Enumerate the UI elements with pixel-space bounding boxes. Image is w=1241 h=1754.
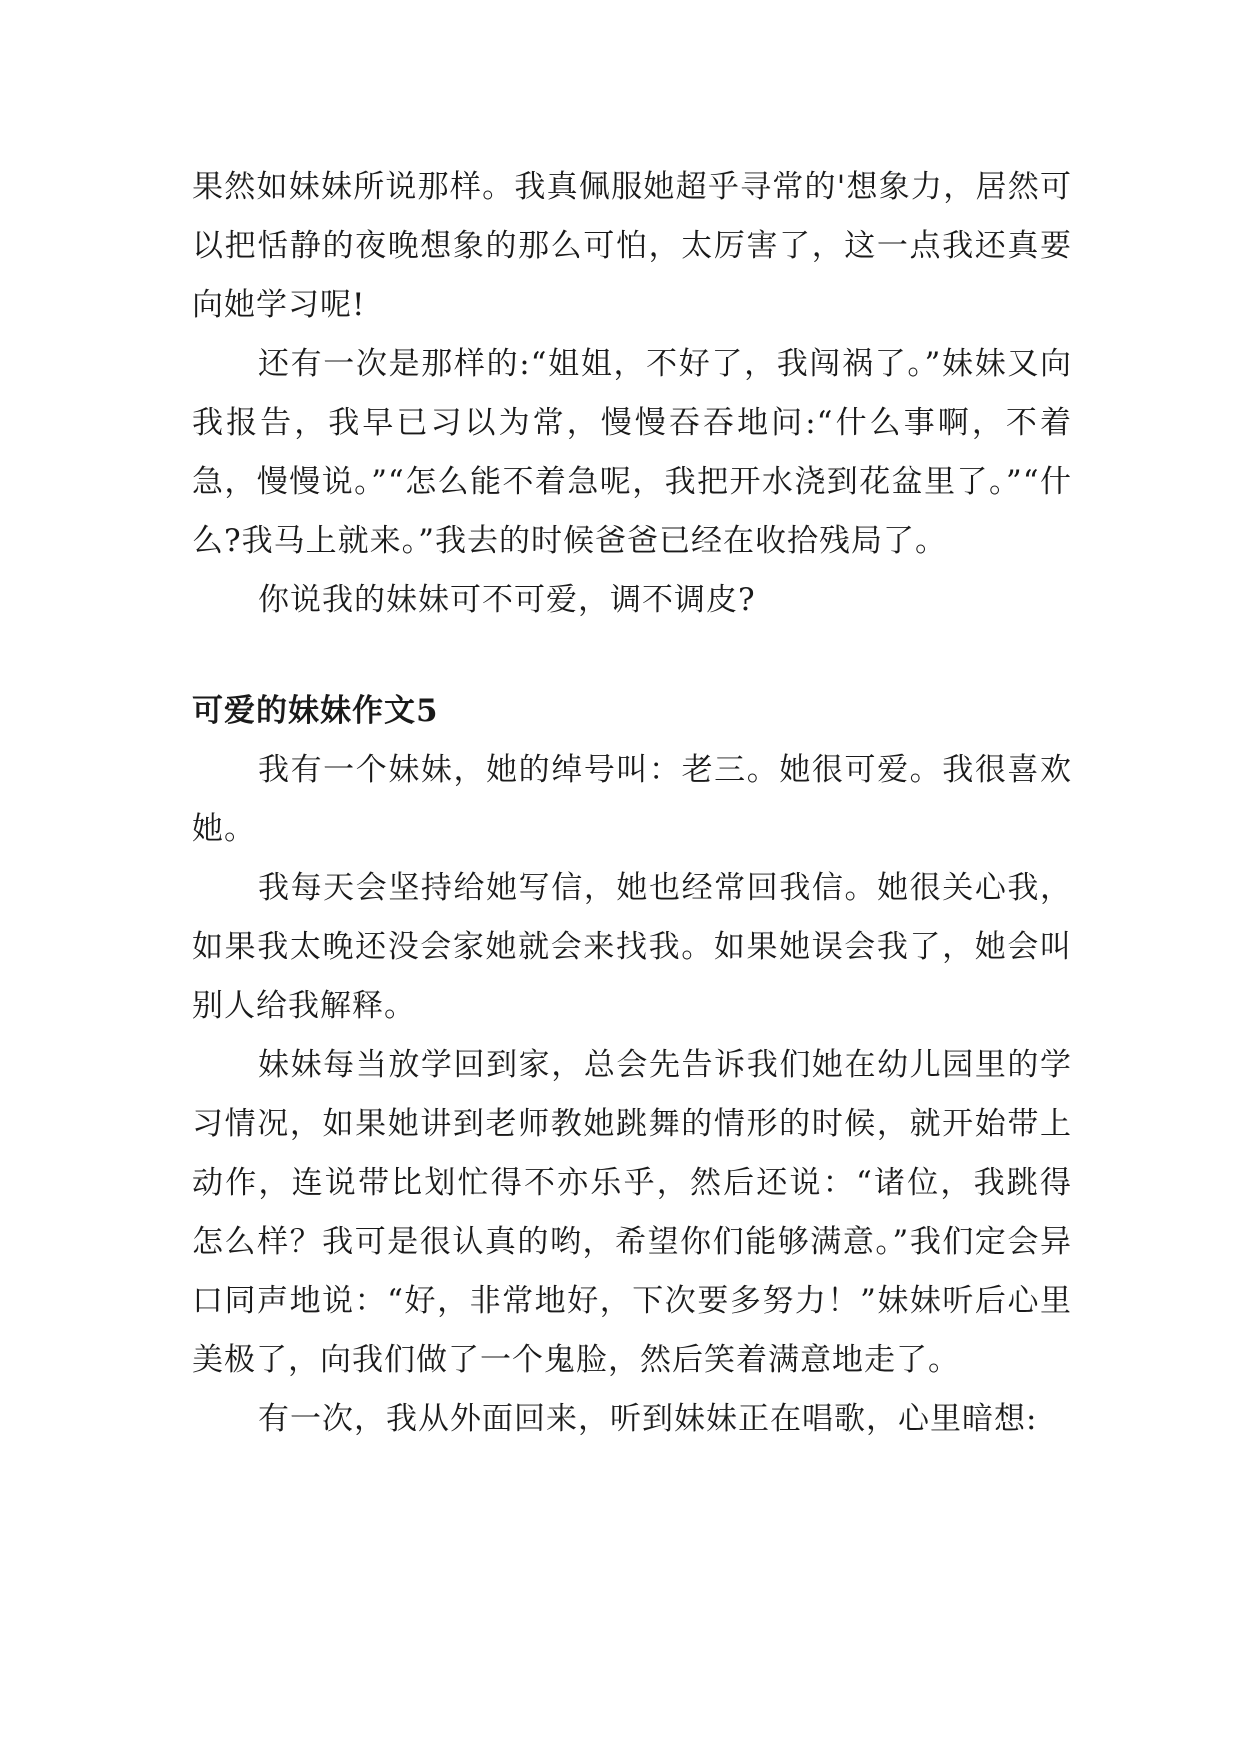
document-body [192, 158, 1072, 1449]
section-heading: 可爱的妹妹作文5 [192, 693, 439, 729]
paragraph: 还有一次是那样的:“姐姐，不好了，我闯祸了。”妹妹又向我报告，我早已习以为常，慢慢吞吞地问:“什么事啊，不着急，慢慢说。”“怎么能不着急呢，我把开水浇到花盆里了。”“什么?我马上就来。”我去的时候爸爸已经在收拾残局了。 [192, 346, 1072, 559]
paragraph-continued: 果然如妹妹所说那样。我真佩服她超乎寻常的'想象力，居然可以把恬静的夜晚想象的那么可怕，太厉害了，这一点我还真要向她学习呢! [192, 169, 1072, 323]
paragraph: 你说我的妹妹可不可爱，调不调皮? [258, 582, 756, 618]
paragraph: 我每天会坚持给她写信，她也经常回我信。她很关心我，如果我太晚还没会家她就会来找我。如果她误会我了，她会叫别人给我解释。 [192, 870, 1072, 1024]
paragraph: 妹妹每当放学回到家，总会先告诉我们她在幼儿园里的学习情况，如果她讲到老师教她跳舞的情形的时候，就开始带上动作，连说带比划忙得不亦乐乎，然后还说：“诸位，我跳得怎么样？我可是很认真的哟，希望你们能够满意。”我们定会异口同声地说：“好，非常地好，下次要多努力！”妹妹听后心里美极了，向我们做了一个鬼脸，然后笑着满意地走了。 [192, 1047, 1072, 1378]
section-spacer [192, 630, 1072, 682]
paragraph: 有一次，我从外面回来，听到妹妹正在唱歌，心里暗想: [258, 1401, 1038, 1437]
paragraph: 我有一个妹妹，她的绰号叫：老三。她很可爱。我很喜欢她。 [192, 752, 1072, 847]
